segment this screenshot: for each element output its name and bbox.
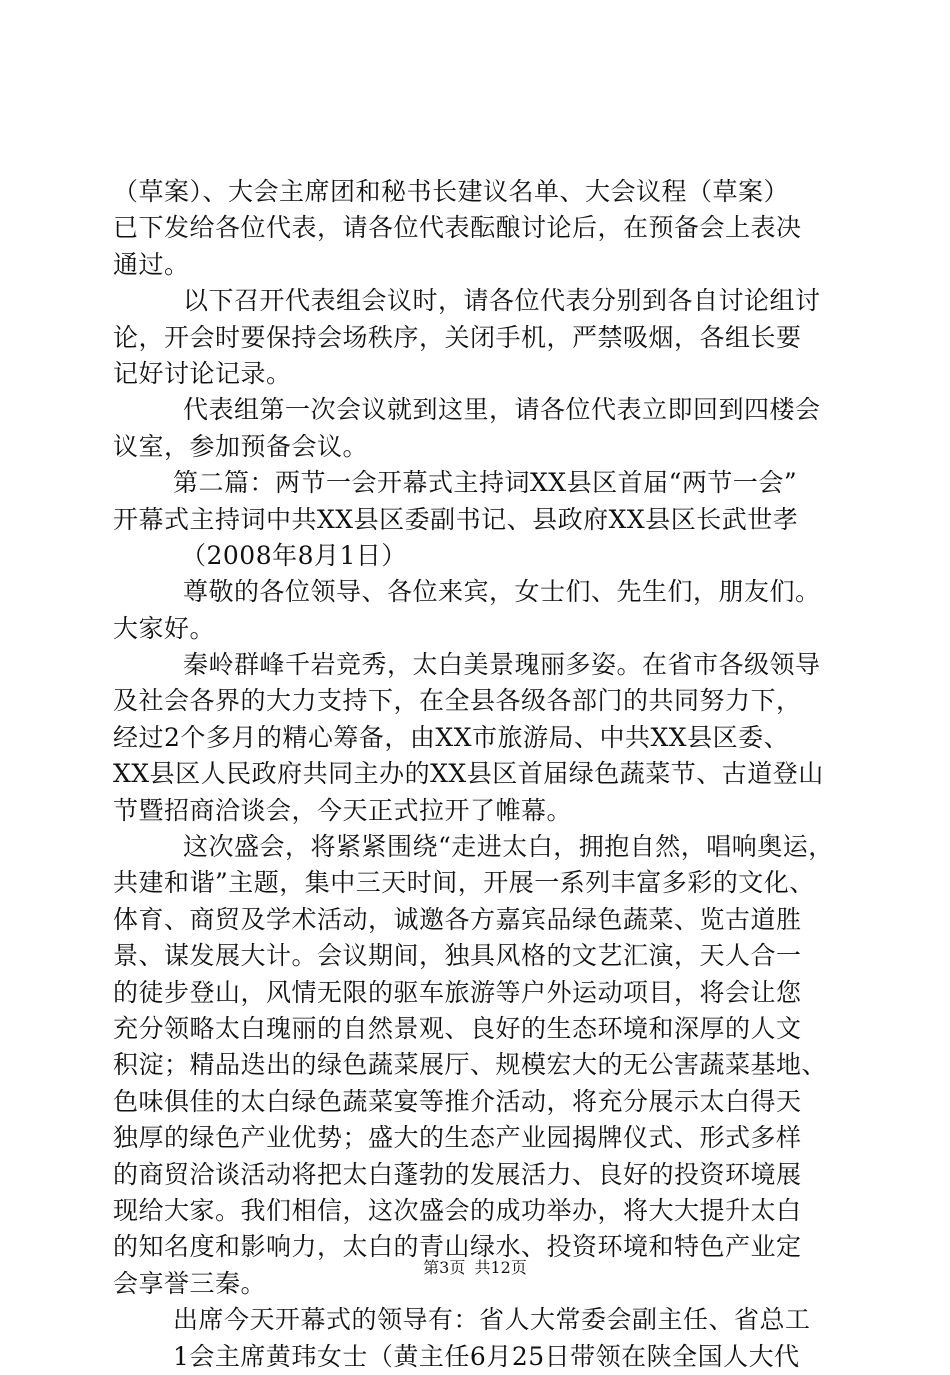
text-line: 尊敬的各位领导、各位来宾，女士们、先生们，朋友们。 <box>183 577 821 607</box>
document-body <box>113 174 853 1375</box>
text-line: 及社会各界的大力支持下，在全县各级各部门的共同努力下， <box>113 686 802 716</box>
text-line: 充分领略太白瑰丽的自然景观、良好的生态环境和深厚的人文 <box>113 1013 802 1043</box>
text-line: 开幕式主持词中共XX县区委副书记、县政府XX县区长武世孝 <box>113 504 799 534</box>
text-line: 的知名度和影响力，太白的青山绿水、投资环境和特色产业定 <box>113 1232 802 1262</box>
text-line: 的商贸洽谈活动将把太白蓬勃的发展活力、良好的投资环境展 <box>113 1159 802 1189</box>
text-line: 通过。 <box>113 249 190 279</box>
text-line: 1会主席黄玮女士（黄主任6月25日带领在陕全国人大代 <box>173 1341 800 1371</box>
text-line: 出席今天开幕式的领导有：省人大常委会副主任、省总工 <box>173 1305 811 1335</box>
page-number: 第3页 <box>423 1258 466 1277</box>
section-heading: 第二篇：两节一会开幕式主持词XX县区首届“两节一会” <box>173 468 798 498</box>
text-line: 积淀；精品迭出的绿色蔬菜展厅、规模宏大的无公害蔬菜基地、 <box>113 1050 828 1080</box>
text-line: 这次盛会，将紧紧围绕“走进太白，拥抱自然，唱响奥运， <box>183 832 834 862</box>
text-line: 现给大家。我们相信，这次盛会的成功举办，将大大提升太白 <box>113 1195 802 1225</box>
text-line: 色味俱佳的太白绿色蔬菜宴等推介活动，将充分展示太白得天 <box>113 1086 802 1116</box>
text-line: XX县区人民政府共同主办的XX县区首届绿色蔬菜节、古道登山 <box>113 759 824 789</box>
text-line: 论，开会时要保持会场秩序，关闭手机，严禁吸烟，各组长要 <box>113 322 802 352</box>
text-line: 记好讨论记录。 <box>113 358 292 388</box>
text-line: 景、谋发展大计。会议期间，独具风格的文艺汇演，天人合一 <box>113 941 802 971</box>
page-total: 共12页 <box>474 1258 527 1277</box>
text-line: 以下召开代表组会议时，请各位代表分别到各自讨论组讨 <box>183 286 821 316</box>
text-line: 议室，参加预备会议。 <box>113 431 369 461</box>
text-line: 已下发给各位代表，请各位代表酝酿讨论后，在预备会上表决 <box>113 213 802 243</box>
text-line: （草案）、大会主席团和秘书长建议名单、大会议程（草案） <box>113 177 790 206</box>
date-line: （2008年8月1日） <box>181 540 407 570</box>
page-footer <box>0 1258 950 1278</box>
text-line: 体育、商贸及学术活动，诚邀各方嘉宾品绿色蔬菜、览古道胜 <box>113 904 802 934</box>
text-line: 代表组第一次会议就到这里，请各位代表立即回到四楼会 <box>183 395 821 425</box>
text-line: 节暨招商洽谈会，今天正式拉开了帷幕。 <box>113 795 573 825</box>
text-line: 会享誉三秦。 <box>113 1268 267 1298</box>
text-line: 共建和谐”主题，集中三天时间，开展一系列丰富多彩的文化、 <box>113 868 815 898</box>
text-line: 经过2个多月的精心筹备，由XX市旅游局、中共XX县区委、 <box>113 722 790 752</box>
text-line: 的徒步登山，风情无限的驱车旅游等户外运动项目，将会让您 <box>113 977 802 1007</box>
text-line: 大家好。 <box>113 613 216 643</box>
text-line: 秦岭群峰千岩竞秀，太白美景瑰丽多姿。在省市各级领导 <box>183 650 821 680</box>
text-line: 独厚的绿色产业优势；盛大的生态产业园揭牌仪式、形式多样 <box>113 1123 802 1153</box>
